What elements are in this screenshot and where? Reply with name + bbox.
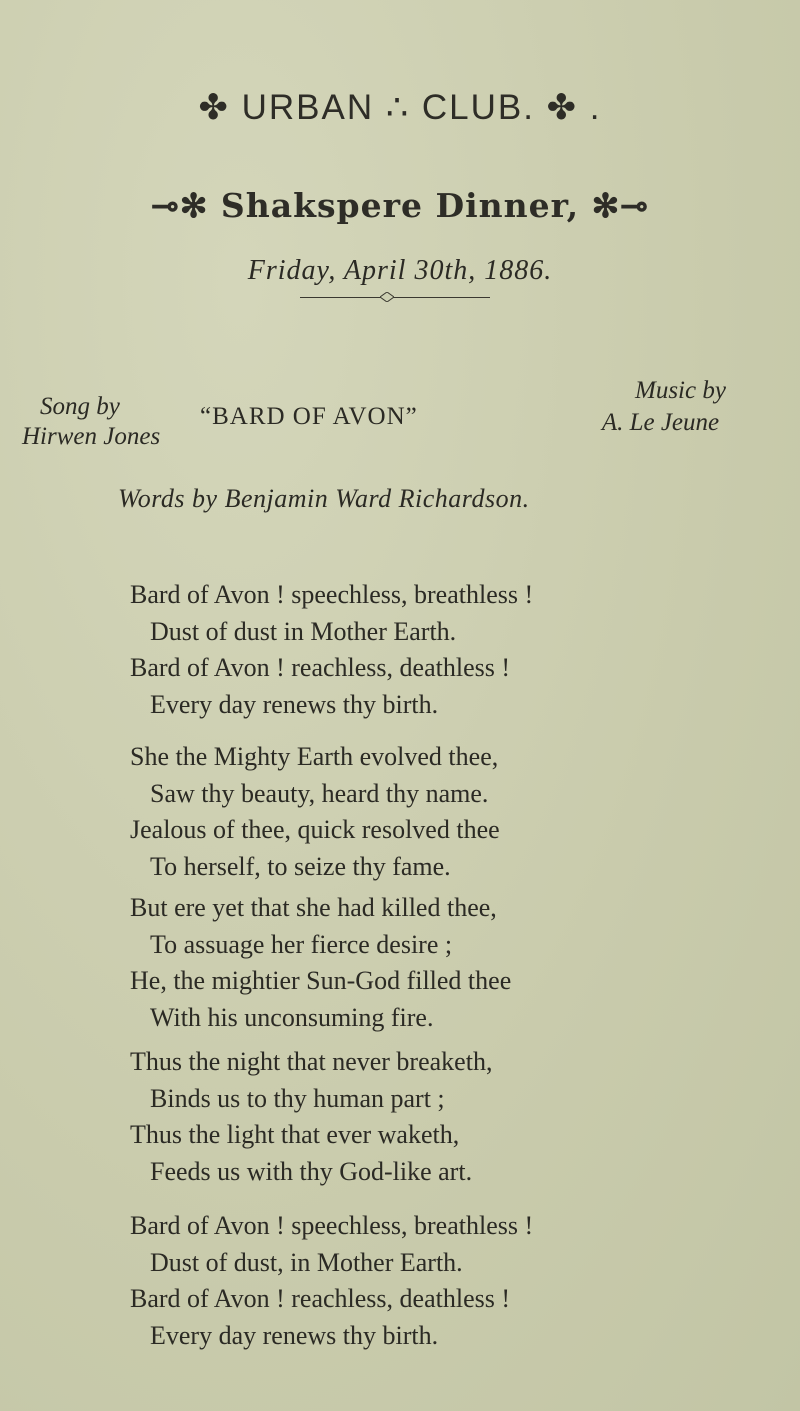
stanza-4 (130, 1044, 492, 1190)
verse-line: Bard of Avon ! speechless, breathless ! (130, 580, 534, 609)
verse-line: With his unconsuming fire. (150, 1002, 434, 1032)
verse-line: Thus the light that ever waketh, (130, 1120, 460, 1149)
music-by-label: Music by (635, 377, 726, 404)
dinner-heading (0, 186, 800, 225)
verse-line: Dust of dust in Mother Earth. (150, 616, 457, 646)
diamond-divider-icon (380, 292, 394, 302)
verse-line: To assuage her fierce desire ; (150, 929, 453, 959)
words-credit: Words by Benjamin Ward Richardson. (118, 484, 530, 513)
verse-line: Thus the night that never breaketh, (130, 1047, 493, 1076)
music-credit (601, 375, 726, 439)
dinner-title: Shakspere Dinner, (220, 186, 580, 225)
verse-line: To herself, to seize thy fame. (150, 851, 451, 881)
verse-line: Bard of Avon ! reachless, deathless ! (130, 1284, 511, 1313)
divider-rule (300, 297, 490, 298)
event-date: Friday, April 30th, 1886. (247, 255, 553, 286)
stanza-3 (130, 890, 511, 1036)
fleuron-left-icon: ✤ (198, 88, 230, 127)
verse-line: He, the mightier Sun-God filled thee (130, 966, 512, 995)
verse-line: Saw thy beauty, heard thy name. (150, 778, 489, 808)
arrow-ornament-left-icon: ⊸✻ (151, 186, 209, 225)
club-heading (0, 88, 800, 128)
stanza-1 (130, 577, 533, 723)
verse-line: Binds us to thy human part ; (150, 1083, 445, 1113)
verse-line: Bard of Avon ! reachless, deathless ! (130, 653, 511, 682)
music-composer: A. Le Jeune (601, 409, 720, 436)
song-title: “BARD OF AVON” (200, 403, 418, 430)
stanza-2 (130, 739, 500, 885)
verse-line: She the Mighty Earth evolved thee, (130, 742, 499, 771)
verse-line: Every day renews thy birth. (150, 689, 439, 719)
stanza-5 (130, 1208, 533, 1354)
verse-line: Every day renews thy birth. (150, 1320, 439, 1350)
fleuron-right-icon: ✤ . (546, 88, 602, 127)
verse-line: But ere yet that she had killed thee, (130, 893, 497, 922)
song-composer: Hirwen Jones (22, 423, 161, 450)
arrow-ornament-right-icon: ✻⊸ (591, 186, 649, 225)
club-name: URBAN ∴ CLUB. (241, 88, 535, 127)
song-credit (22, 392, 160, 452)
song-by-label: Song by (40, 393, 120, 420)
verse-line: Jealous of thee, quick resolved thee (130, 815, 500, 844)
verse-line: Bard of Avon ! speechless, breathless ! (130, 1211, 534, 1240)
verse-line: Feeds us with thy God-like art. (150, 1156, 473, 1186)
verse-line: Dust of dust, in Mother Earth. (150, 1247, 463, 1277)
